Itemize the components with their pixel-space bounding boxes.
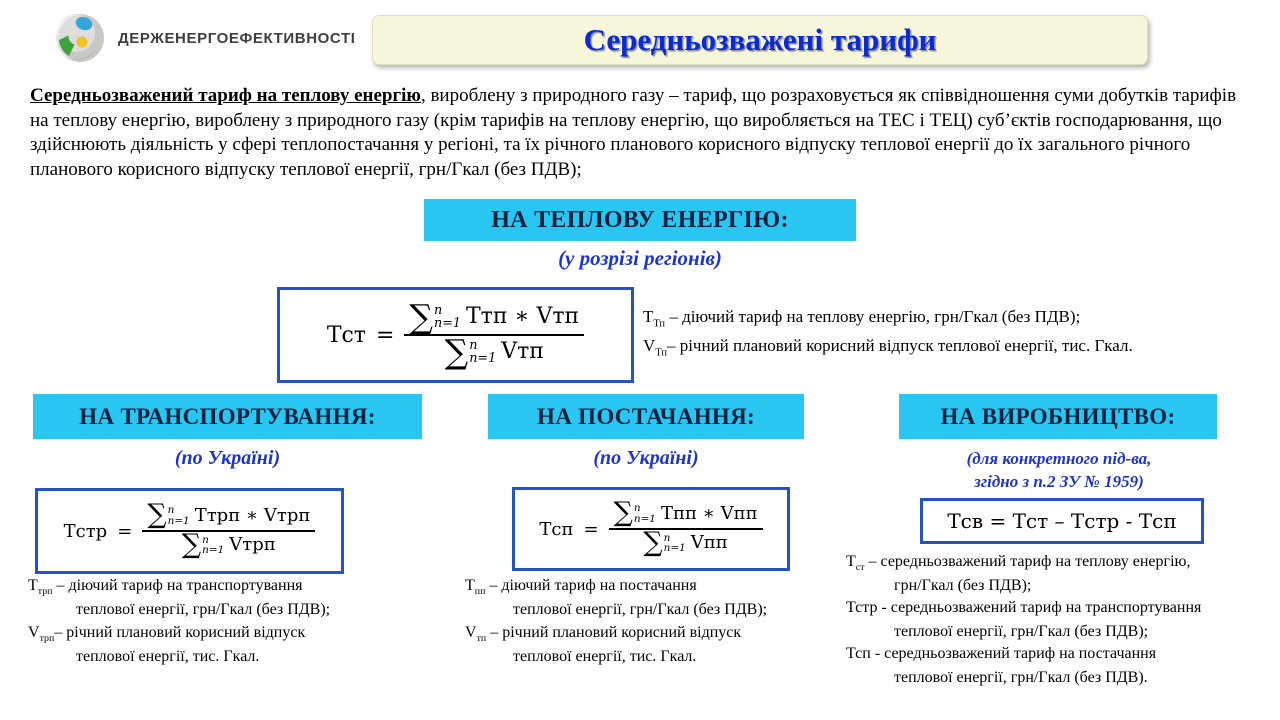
org-logo <box>55 13 355 63</box>
note-continuation: теплової енергії, тис. Гкал. <box>513 648 697 666</box>
section-subtitle-production <box>869 448 1249 494</box>
note-line: $V_{тп}$ – річний плановий корисний відпуск <box>465 623 742 645</box>
note-continuation: грн/Гкал (без ПДВ); <box>894 576 1032 594</box>
sum-icon: ∑ <box>409 296 433 336</box>
note-line: Тстр - середньозважений тариф на транспортування <box>846 598 1202 616</box>
formula-supply-numerator: Тпп ∗ Vпп <box>660 502 758 524</box>
note-line: $Т_{пп}$ – діючий тариф на постачання <box>465 577 697 598</box>
formula-transport-denominator: Vтрп <box>229 534 276 556</box>
formula-transport-lhs: Тстр <box>63 520 108 542</box>
notes-supply <box>465 575 845 669</box>
formula-supply <box>512 487 790 571</box>
intro-paragraph <box>30 84 1254 183</box>
section-subtitle-transport: (по Україні) <box>174 447 281 469</box>
formula-production: Тсв = Тст – Тстр - Тсп <box>920 498 1204 544</box>
formula-heat-lhs: Тст <box>326 322 366 348</box>
note-continuation: теплової енергії, грн/Гкал (без ПДВ). <box>894 668 1148 686</box>
fraction <box>142 499 315 560</box>
sum-icon: ∑ <box>444 332 469 371</box>
formula-transport-numerator: Ттрп ∗ Vтрп <box>194 504 311 526</box>
intro-lead: Середньозважений тариф на теплову енергію <box>30 85 421 106</box>
formula-supply-denominator: Vпп <box>690 532 728 554</box>
title-banner <box>372 15 1148 65</box>
equals-sign: = <box>583 518 599 540</box>
sum-upper: n <box>633 501 641 514</box>
notes-production <box>846 551 1280 689</box>
sum-icon: ∑ <box>147 499 167 531</box>
note-continuation: теплової енергії, грн/Гкал (без ПДВ); <box>76 601 331 619</box>
fraction <box>609 497 763 558</box>
formula-heat <box>277 287 634 383</box>
note-line: Тсп - середньозважений тариф на постачання <box>846 644 1157 662</box>
note-continuation: теплової енергії, тис. Гкал. <box>76 648 260 666</box>
note-line: $Т_{ст}$ – середньозважений тариф на теплову енергію, <box>846 553 1191 574</box>
page-title: Середньозважені тарифи <box>583 22 937 57</box>
section-header-supply: НА ПОСТАЧАННЯ: <box>488 394 804 439</box>
sum-upper: n <box>433 302 443 318</box>
subtitle-line: (для конкретного під-ва, <box>966 449 1152 468</box>
sum-icon: ∑ <box>643 527 663 558</box>
note-line: $Т_{Тп}$ – діючий тариф на теплову енергію, грн/Гкал (без ПДВ); <box>643 307 1081 330</box>
sum-icon: ∑ <box>181 529 202 560</box>
section-subtitle-supply: (по Україні) <box>593 447 699 469</box>
fraction <box>404 296 584 371</box>
note-line: $V_{Тп}-$ річний плановий корисний відпуск теплової енергії, тис. Гкал. <box>643 336 1133 359</box>
subtitle-line: згідно з п.2 ЗУ № 1959) <box>974 471 1144 491</box>
sphere-logo-icon <box>55 13 105 63</box>
sum-lower: n=1 <box>167 514 190 527</box>
sum-lower: n=1 <box>633 512 656 525</box>
sum-icon: ∑ <box>613 497 633 529</box>
org-name: ДЕРЖЕНЕРГОЕФЕКТИВНОСТІ <box>118 29 356 47</box>
note-line: $Т_{трп}$ – діючий тариф на транспортування <box>28 577 303 598</box>
formula-heat-denominator: Vтп <box>501 339 544 365</box>
sum-upper: n <box>469 337 478 353</box>
equals-sign: = <box>375 322 395 348</box>
sum-lower: n=1 <box>663 542 686 555</box>
notes-heat <box>643 303 1273 362</box>
formula-heat-numerator: Ттп ∗ Vтп <box>466 303 580 329</box>
note-continuation: теплової енергії, грн/Гкал (без ПДВ); <box>894 622 1149 640</box>
sum-upper: n <box>202 533 209 546</box>
sum-lower: n=1 <box>433 315 461 331</box>
equals-sign: = <box>117 520 133 542</box>
note-line: $V_{трп}-$ річний плановий корисний відпуск <box>28 623 306 645</box>
section-header-heat: НА ТЕПЛОВУ ЕНЕРГІЮ: <box>424 199 856 241</box>
intro-rest: , вироблену з природного газу – тариф, що розраховується як співвідношення суми добутків тарифів на теплову енергію, вироблену з природного газу (крім тарифів на теплову енергію, що виробляється на ТЕС і ТЕЦ) суб’єктів господарювання, що здійснюють діяльність у сфері теплопостачання у регіоні, та їх річного планового корисного відпуску теплової енергії до їх загального річного планового корисного відпуску теплової енергії, грн/Гкал (без ПДВ); <box>30 85 1237 181</box>
formula-transport <box>35 488 344 574</box>
sum-lower: n=1 <box>202 544 225 557</box>
sum-upper: n <box>167 503 175 516</box>
note-continuation: теплової енергії, грн/Гкал (без ПДВ); <box>513 601 768 619</box>
section-subtitle-heat: (у розрізі регіонів) <box>558 246 722 270</box>
section-header-production: НА ВИРОБНИЦТВО: <box>899 394 1217 439</box>
sum-lower: n=1 <box>469 351 497 367</box>
sum-upper: n <box>663 531 671 544</box>
notes-transport <box>28 575 433 669</box>
formula-supply-lhs: Тсп <box>539 518 574 540</box>
section-header-transport: НА ТРАНСПОРТУВАННЯ: <box>33 394 422 439</box>
